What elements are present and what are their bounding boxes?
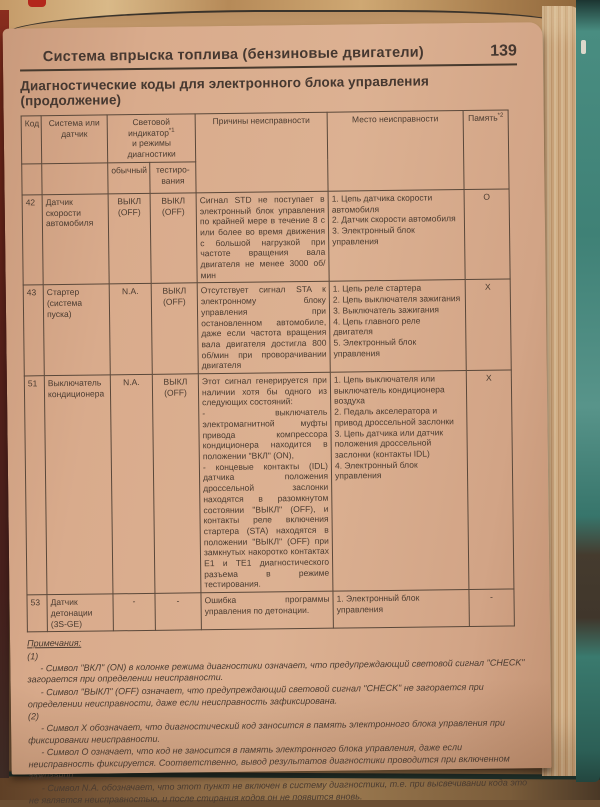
cover-glint — [581, 40, 586, 54]
footnotes-title: Примечания: — [27, 637, 82, 649]
red-cover-corner — [28, 0, 46, 7]
cell-memory: - — [469, 589, 514, 627]
memory-label: Память — [467, 112, 498, 123]
cell-location: 1. Цепь датчика скорости автомобиля 2. Датчик скорости автомобиля 3. Электронный блок управления — [328, 189, 465, 281]
cell-mode-testing: - — [155, 593, 201, 631]
col-header-system: Система или датчик — [41, 115, 108, 164]
cell-causes: Сигнал STD не поступает в электронный блок управления по крайней мере в течение 8 с или более во время движения с большой нагрузкой при частоте вращения вала двигателя не менее 3000 об/мин — [196, 191, 329, 283]
cell-mode-normal: ВЫКЛ (OFF) — [108, 193, 151, 284]
chapter-title: Система впрыска топлива (бензиновые двигатели) — [42, 44, 424, 66]
diagnostic-codes-table — [21, 109, 515, 632]
col-header-location: Место неисправности — [327, 111, 464, 191]
doc-title: Диагностические коды для электронного блока управления (продолжение) — [20, 73, 429, 109]
cell-system: Стартер (система пуска) — [43, 284, 110, 375]
col-header-causes: Причины неисправности — [195, 112, 328, 192]
footnote-item: - Символ "ВЫКЛ" (OFF) означает, что предупреждающий световой сигнал "CHECK" не загорается при определении неисправности, даже если неисправность зафиксирована. — [27, 681, 484, 710]
page-number: 139 — [490, 42, 517, 60]
cell-system: Датчик детонации (3S-GE) — [47, 594, 113, 632]
cell-mode-testing: ВЫКЛ (OFF) — [151, 283, 198, 374]
col-header-memory — [463, 110, 509, 189]
header-row-1 — [21, 110, 509, 164]
cell-mode-normal: N.A. — [110, 374, 155, 594]
cell-location: 1. Электронный блок управления — [333, 590, 469, 629]
cell-memory: X — [465, 279, 511, 370]
cell-mode-normal: N.A. — [109, 284, 152, 375]
cell-code: 53 — [27, 595, 47, 632]
footnote-item: - Символ X обозначает, что диагностический код заносится в память электронного блока управления при фиксировании неисправности. — [28, 717, 505, 746]
cell-code: 51 — [24, 376, 47, 595]
cell-system: Выключатель кондиционера — [44, 375, 113, 595]
cell-location: 1. Цепь реле стартера 2. Цепь выключателя зажигания 3. Выключатель зажигания 4. Цепь главного реле двигателя 5. Электронный блок управления — [329, 280, 466, 372]
page-header — [20, 42, 517, 66]
indicator-note-ref: *1 — [168, 127, 175, 134]
indicator-label: Световой индикатор — [128, 116, 170, 138]
cell-mode-normal: - — [113, 593, 155, 631]
col-header-code-empty — [22, 164, 42, 195]
col-header-indicator — [107, 114, 196, 163]
cell-mode-testing: ВЫКЛ (OFF) — [150, 193, 197, 284]
footnote-item: - Символ "ВКЛ" (ON) в колонке режима диагностики означает, что предупреждающий световой сигнал "CHECK" загорается при определении неисправности. — [27, 656, 525, 685]
col-header-code: Код — [21, 116, 42, 164]
table-row-code-43 — [23, 279, 511, 376]
cell-code: 42 — [22, 195, 43, 286]
cell-causes: Ошибка программы управления по детонации. — [201, 591, 333, 630]
footnote-group-2-label: (2) — [27, 711, 40, 722]
cell-code: 43 — [23, 285, 44, 376]
footnote-item: - Символ O означает, что код не заносится в память электронного блока управления, даже если неисправность фиксируется. Соответственно, вывод результатов диагностики проводится при включенном зажигании. — [28, 742, 510, 782]
cell-mode-testing: ВЫКЛ (OFF) — [152, 374, 201, 594]
col-header-mode-testing: тестиро-вания — [150, 162, 196, 194]
table-row-code-42 — [22, 189, 510, 286]
col-header-system-empty — [42, 163, 108, 195]
book-page — [3, 22, 552, 806]
cell-causes: Отсутствует сигнал STA к электронному блоку управления при остановленном автомобиле, даже если частота вращения вала двигателя достигла 800 об/мин при проворачивании двигателя — [197, 282, 330, 374]
cell-causes: Этот сигнал генерируется при наличии хотя бы одного из следующих состояний: - выключатель электромагнитной муфты привода компрессора кондиционера находится в положении "ВКЛ" (ON), - концевые контакты (IDL) датчика положения дроссельной заслонки находятся в разомкнутом состоянии "ВЫКЛ" (OFF), и контакты реле включения стартера (STA) находятся в положении "ВЫКЛ" (OFF) при замкнутых накоротко контактах Е1 и ТЕ1 диагностического разъема в режиме тестирования. — [198, 372, 333, 593]
indicator-sublabel: и режимы диагностики — [127, 138, 176, 160]
footnote-item: - Символ N.A. обозначает, что этот пункт не включен в систему диагностики, т.е. при высвечивании кода это не является неисправностью, и после стирания кодов он не появится вновь. — [28, 777, 528, 806]
book-cover-right — [576, 0, 600, 782]
cell-system: Датчик скорости автомобиля — [42, 194, 109, 285]
col-header-mode-normal: обычный — [108, 162, 150, 194]
table-row-code-53 — [27, 589, 514, 632]
table-row-code-51 — [24, 370, 514, 595]
memory-note-ref: *2 — [497, 112, 504, 119]
footnotes — [27, 633, 529, 807]
cell-location: 1. Цепь выключателя или выключатель кондиционера воздуха 2. Педаль акселератора и привод дроссельной заслонки 3. Цепь датчика или датчик положения дроссельной заслонки (контакты IDL) 4. Электронный блок управления — [330, 371, 469, 592]
footnote-group-1-label: (1) — [27, 651, 39, 662]
cell-memory: X — [466, 370, 514, 590]
cell-memory: O — [464, 189, 510, 280]
